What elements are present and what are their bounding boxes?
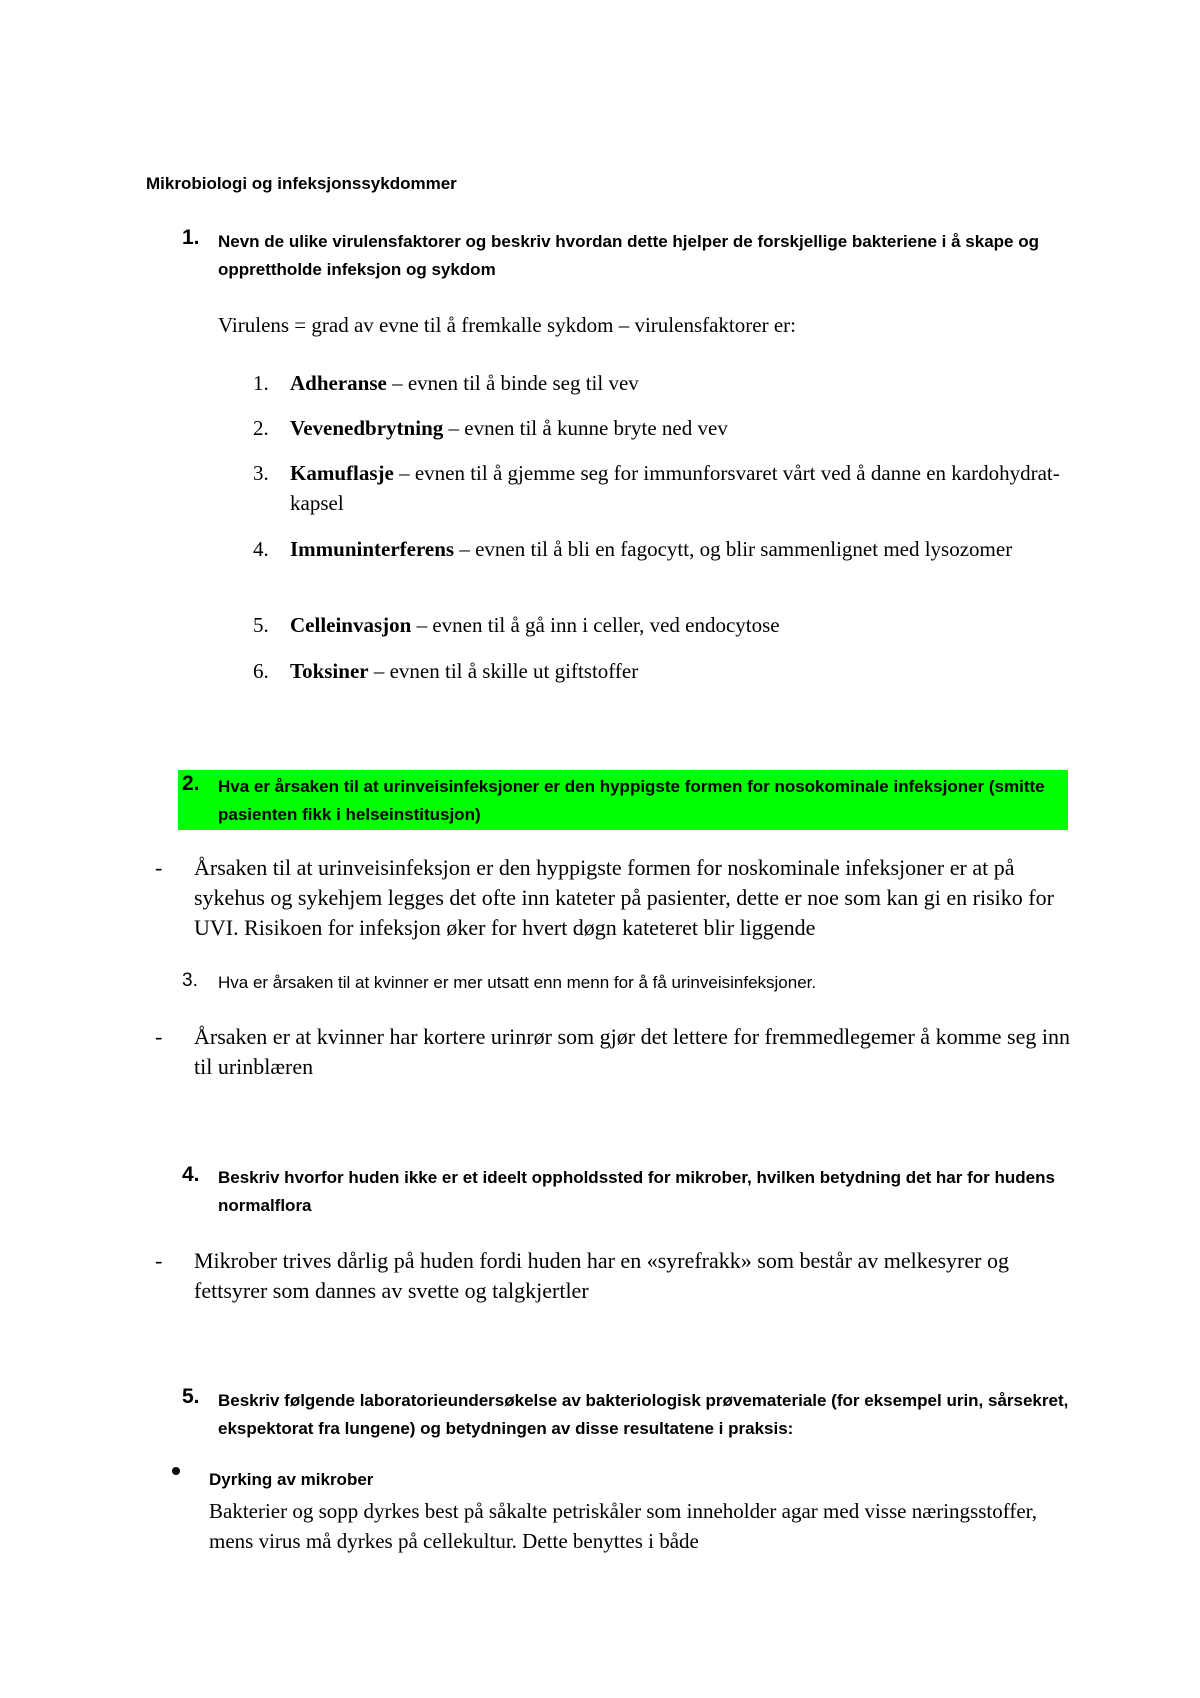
- list-number: 3.: [253, 461, 269, 485]
- dash-marker: -: [155, 1024, 163, 1049]
- question-4-text: Beskriv hvorfor huden ikke er et ideelt oppholdssted for mikrober, hvilken betydning det har for hudens normalflora: [218, 1168, 1055, 1215]
- question-4-number: 4.: [182, 1163, 200, 1186]
- list-number: 4.: [253, 537, 269, 561]
- factor-term: Adheranse: [290, 371, 387, 395]
- factor-description: – evnen til å gå inn i celler, ved endocytose: [411, 613, 780, 637]
- factor-description: – evnen til å kunne bryte ned vev: [443, 416, 728, 440]
- page-title: Mikrobiologi og infeksjonssykdommer: [146, 174, 457, 193]
- factor-term: Immuninterferens: [290, 537, 455, 561]
- question-2-number: 2.: [182, 772, 200, 795]
- answer-4-text: Mikrober trives dårlig på huden fordi huden har en «syrefrakk» som består av melkesyrer og fettsyrer som dannes av svette og talgkjertler: [194, 1248, 1009, 1303]
- dash-marker: -: [155, 1248, 163, 1273]
- factor-description: – evnen til å bli en fagocytt, og blir sammenlignet med lysozomer: [454, 537, 1013, 561]
- question-3-text: Hva er årsaken til at kvinner er mer utsatt enn menn for å få urinveisinfeksjoner.: [218, 973, 817, 992]
- question-3-number: 3.: [182, 970, 198, 991]
- question-5-number: 5.: [182, 1385, 200, 1408]
- question-1-text: Nevn de ulike virulensfaktorer og beskriv hvordan dette hjelper de forskjellige bakteriene i å skape og opprettholde infeksjon og sykdom: [218, 232, 1040, 279]
- question-2-text: Hva er årsaken til at urinveisinfeksjoner er den hyppigste formen for nosokominale infeksjoner (smitte pasienten fikk i helseinstitusjon): [218, 777, 1045, 824]
- bullet-icon: [172, 1467, 180, 1475]
- dash-marker: -: [155, 855, 163, 880]
- list-number: 2.: [253, 416, 269, 440]
- answer-2-text: Årsaken til at urinveisinfeksjon er den hyppigste formen for noskominale infeksjoner er at på sykehus og sykehjem legges det ofte inn kateter på pasienter, dette er noe som kan gi en risiko for UVI. Risikoen for infeksjon øker for hvert døgn kateteret blir liggende: [194, 855, 1054, 940]
- bullet-body: Bakterier og sopp dyrkes best på såkalte petriskåler som inneholder agar med visse næringsstoffer, mens virus må dyrkes på cellekultur. Dette benyttes i både: [209, 1499, 1038, 1553]
- question-5-text: Beskriv følgende laboratorieundersøkelse av bakteriologisk prøvemateriale (for eksempel urin, sårsekret, ekspektorat fra lungene) og betydningen av disse resultatene i praksis:: [218, 1391, 1069, 1438]
- list-number: 6.: [253, 659, 269, 683]
- factor-description: – evnen til å skille ut giftstoffer: [368, 659, 639, 683]
- factor-term: Kamuflasje: [290, 461, 394, 485]
- virulens-intro: Virulens = grad av evne til å fremkalle sykdom – virulensfaktorer er:: [218, 313, 796, 337]
- factor-description: – evnen til å gjemme seg for immunforsvaret vårt ved å danne en kardohydrat-kapsel: [290, 461, 1060, 515]
- answer-3-text: Årsaken er at kvinner har kortere urinrør som gjør det lettere for fremmedlegemer å komme seg inn til urinblæren: [194, 1024, 1070, 1079]
- bullet-heading: Dyrking av mikrober: [209, 1470, 374, 1489]
- question-1-number: 1.: [182, 226, 200, 249]
- factor-description: – evnen til å binde seg til vev: [386, 371, 639, 395]
- list-number: 5.: [253, 613, 269, 637]
- list-number: 1.: [253, 371, 269, 395]
- factor-term: Vevenedbrytning: [290, 416, 444, 440]
- factor-term: Celleinvasjon: [290, 613, 412, 637]
- factor-term: Toksiner: [290, 659, 369, 683]
